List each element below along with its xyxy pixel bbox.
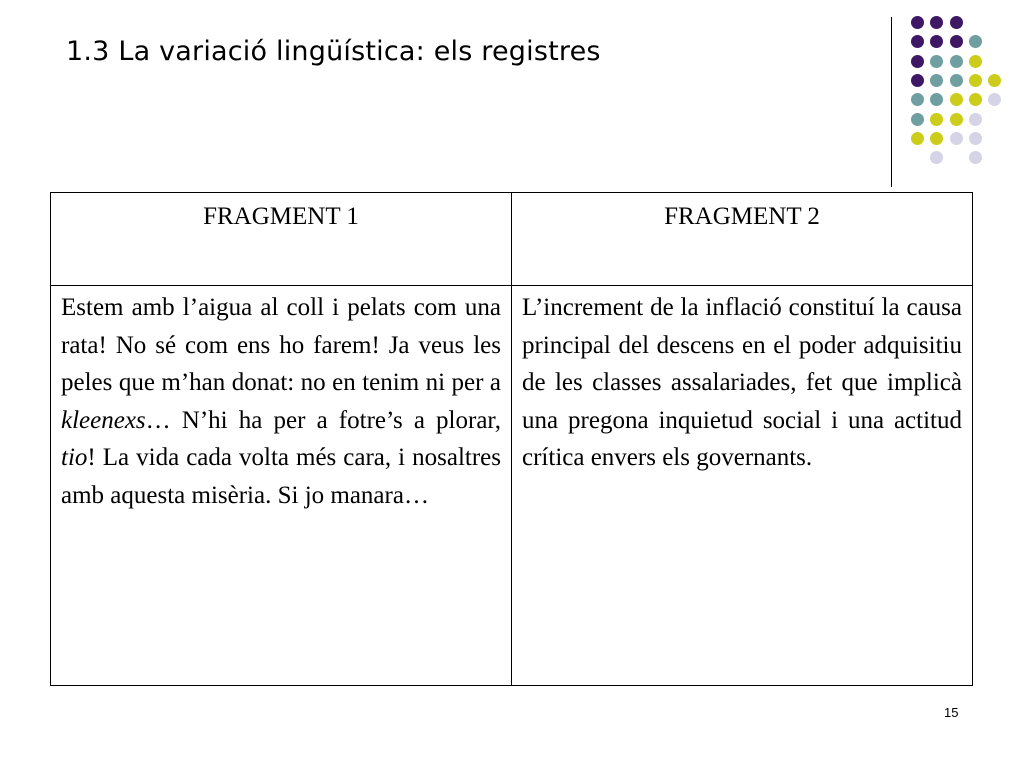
decorative-dot xyxy=(911,55,924,68)
decorative-dot xyxy=(969,35,982,48)
decorative-dot xyxy=(930,55,943,68)
decorative-dot xyxy=(911,35,924,48)
decorative-dot xyxy=(911,113,924,126)
decorative-dot xyxy=(930,35,943,48)
decorative-dot xyxy=(969,93,982,106)
decorative-dot xyxy=(950,113,963,126)
fragment-1-text-part: … N’hi ha per a fotre’s a plorar, xyxy=(145,406,501,434)
decorative-dot xyxy=(969,74,982,87)
slide-title: 1.3 La variació lingüística: els registres xyxy=(66,36,601,67)
decorative-dot xyxy=(930,132,943,145)
decorative-dot xyxy=(988,93,1001,106)
header-fragment-2: FRAGMENT 2 xyxy=(512,193,973,286)
fragment-1-italic-word: kleenexs xyxy=(61,406,146,434)
decorative-dot xyxy=(950,132,963,145)
decorative-dot xyxy=(988,74,1001,87)
decorative-dot xyxy=(930,151,943,164)
decorative-dot xyxy=(950,74,963,87)
decorative-dot xyxy=(969,55,982,68)
decorative-dot xyxy=(930,93,943,106)
decorative-dot xyxy=(950,35,963,48)
decorative-dot xyxy=(911,16,924,29)
decorative-dot xyxy=(969,113,982,126)
decorative-dot xyxy=(930,74,943,87)
table-header-row xyxy=(51,193,973,286)
decorative-dot xyxy=(930,113,943,126)
fragment-1-text xyxy=(51,286,512,686)
decorative-dot xyxy=(950,16,963,29)
fragment-2-text: L’increment de la inflació constituí la causa principal del descens en el poder adquisitiu de les classes assalariades, fet que implicà una pregona inquietud social i una actitud crítica envers els governants. xyxy=(512,286,973,686)
fragment-1-italic-word: tio xyxy=(61,444,88,471)
decorative-dot xyxy=(911,93,924,106)
table-row xyxy=(51,286,973,686)
decorative-dot xyxy=(930,16,943,29)
fragments-table xyxy=(50,192,973,686)
decorative-dot xyxy=(950,93,963,106)
decorative-dot xyxy=(911,132,924,145)
decorative-dot xyxy=(969,132,982,145)
fragment-1-text-part: ! La vida cada volta més cara, i nosaltres amb aquesta misèria. Si jo manara… xyxy=(61,444,501,509)
decorative-dot xyxy=(969,151,982,164)
fragment-1-text-part: Estem amb l’aigua al coll i pelats com una rata! No sé com ens ho farem! Ja veus les peles que m’han donat: no en tenim ni per a xyxy=(61,294,501,396)
decorative-dot xyxy=(950,55,963,68)
page-number: 15 xyxy=(944,705,959,720)
decorative-dot xyxy=(911,74,924,87)
vertical-divider xyxy=(891,17,892,187)
header-fragment-1: FRAGMENT 1 xyxy=(51,193,512,286)
